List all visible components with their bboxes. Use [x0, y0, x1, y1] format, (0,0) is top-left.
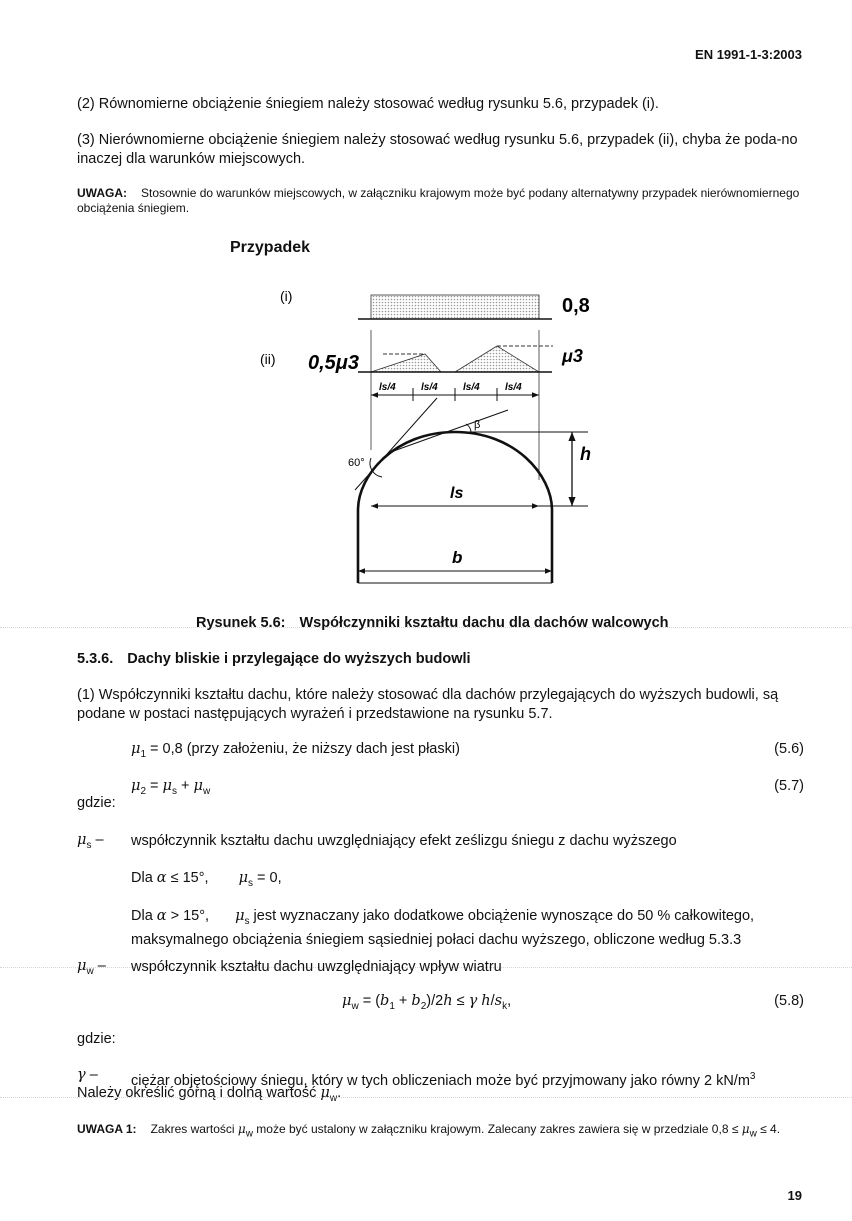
def-mus-case-a: Dla α ≤ 15°, $\mu_s = 0$,: [131, 870, 282, 889]
nonuniform-load-left: [371, 354, 441, 372]
quarter-label-4: ls/4: [505, 382, 522, 393]
note-text: Stosownie do warunków miejscowych, w załączniku krajowym może być podany alternatywny przypadek nierównomiernego obciążenia śniegiem.: [77, 186, 800, 215]
case-ii-label: (ii): [260, 351, 276, 367]
quarter-label-2: ls/4: [421, 382, 438, 393]
def-gamma-line2: Należy określić górną i dolną wartość $\mu_w$.: [77, 1085, 342, 1104]
note-uwaga: [77, 186, 803, 216]
note-uwaga-1: UWAGA 1: Zakres wartości $\mu_w$ może być ustalony w załączniku krajowym. Zalecany zakres zawiera się w przedziale $0,8 \le \mu_w \le 4$.: [77, 1122, 781, 1140]
def-gamma-text: ciężar objętościowy śniegu, który w tych obliczeniach może być przyjmowany jako równy 2 $kN/m^3$: [131, 1071, 756, 1089]
note-label: UWAGA:: [77, 186, 127, 200]
figure-caption: Rysunek 5.6: Współczynniki kształtu dachu dla dachów walcowych: [196, 615, 669, 631]
quarter-label-1: ls/4: [379, 382, 396, 393]
where-label: gdzie:: [77, 795, 116, 811]
def-gamma-symbol: γ –: [77, 1067, 98, 1083]
cylindrical-roof-figure: [240, 280, 620, 595]
dim-ls: ls: [450, 485, 464, 502]
angle-beta: β: [474, 419, 481, 431]
def-mus-text: współczynnik kształtu dachu uwzględniający efekt ześlizgu śniegu z dachu wyższego: [131, 833, 677, 849]
equation-5-6: $\mu_1 = 0,8$ (przy założeniu, że niższy dach jest płaski): [131, 741, 460, 760]
paragraph-2: (2) Równomierne obciążenie śniegiem należy stosować według rysunku 5.6, przypadek (i).: [77, 96, 659, 112]
quarter-label-3: ls/4: [463, 382, 480, 393]
label-mu3: μ3: [562, 346, 583, 366]
standard-code: EN 1991-1-3:2003: [695, 47, 802, 62]
section-heading: 5.3.6. Dachy bliskie i przylegające do wyższych budowli: [77, 651, 471, 667]
def-mus-symbol: $\mu_s$ –: [77, 832, 104, 851]
nonuniform-load-right: [455, 346, 539, 372]
angle-60: 60°: [348, 457, 365, 469]
section-paragraph-1: (1) Współczynniki kształtu dachu, które należy stosować dla dachów przylegających do wyższych budowli, są podane w postaci następujących wyrażeń i przedstawione na rysunku 5.7.: [77, 687, 779, 722]
page-number: 19: [787, 1188, 802, 1203]
equation-5-7: $\mu_2 = \mu_s + \mu_w$: [131, 778, 211, 797]
def-muw-text: współczynnik kształtu dachu uwzględniający wpływ wiatru: [131, 959, 502, 975]
note-1-label: UWAGA 1:: [77, 1122, 137, 1136]
equation-5-6-number: (5.6): [774, 741, 804, 757]
case-i-label: (i): [280, 288, 293, 304]
equation-5-8-number: (5.8): [774, 993, 804, 1009]
def-muw-symbol: $\mu_w$ –: [77, 958, 106, 977]
dim-h: h: [580, 444, 591, 464]
dim-b: b: [452, 548, 463, 567]
where-label-2: gdzie:: [77, 1031, 116, 1047]
paragraph-3: (3) Nierównomierne obciążenie śniegiem należy stosować według rysunku 5.6, przypadek (ii), chyba że poda-no inaczej dla warunków miejscowych.: [77, 132, 798, 167]
def-mus-case-b: Dla α > 15°, $\mu_s$ jest wyznaczany jako dodatkowe obciążenie wynoszące do 50 % całkowitego, maksymalnego obciążenia śniegiem sąsiedniej połaci dachu wyższego, obliczone według 5.3.3: [131, 908, 755, 948]
case-title: Przypadek: [230, 239, 311, 256]
equation-5-8: $\mu_w = (b_1 + b_2)/2h \le \gamma$ $h/s_k$,: [342, 993, 512, 1012]
equation-5-7-number: (5.7): [774, 778, 804, 794]
uniform-load-block: [371, 295, 539, 319]
label-half-mu3: 0,5μ3: [308, 352, 359, 374]
value-0-8: 0,8: [562, 295, 590, 317]
